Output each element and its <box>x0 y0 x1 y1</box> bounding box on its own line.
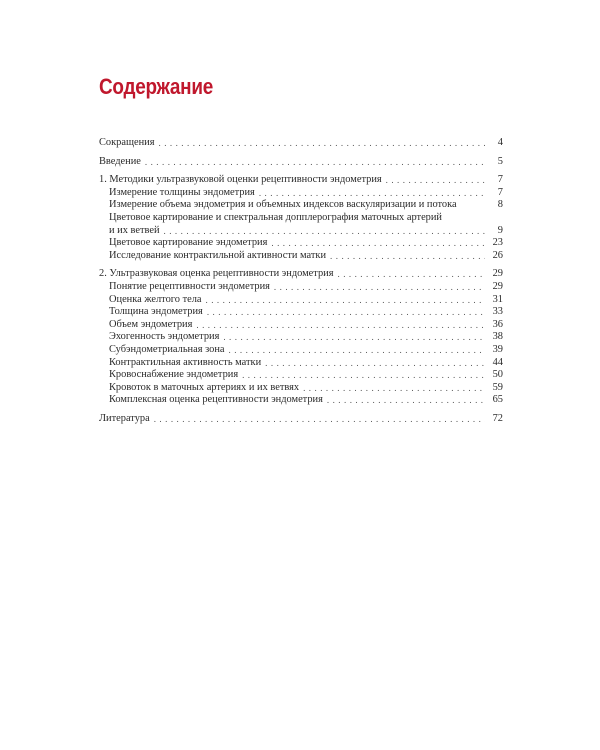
toc-entry-label: Измерение объема эндометрия и объемных индексов васкуляризации и потока <box>109 199 457 211</box>
dot-leader <box>259 187 485 200</box>
table-of-contents <box>99 137 503 425</box>
toc-entry-abbreviations[interactable] <box>99 137 503 150</box>
toc-entry-label: Эхогенность эндометрия <box>109 331 220 343</box>
toc-subentry[interactable] <box>99 382 503 395</box>
dot-leader <box>265 357 485 370</box>
toc-page-number: 33 <box>492 306 503 318</box>
dot-leader <box>223 331 485 344</box>
toc-subentry[interactable] <box>99 187 503 200</box>
dot-leader <box>206 294 485 307</box>
dot-leader <box>303 382 485 395</box>
toc-subentry[interactable] <box>99 357 503 370</box>
toc-entry-label: Кровоток в маточных артериях и их ветвях <box>109 381 300 393</box>
dot-leader <box>164 225 485 238</box>
toc-entry-label: и их ветвей <box>109 224 160 236</box>
toc-subentry-line1[interactable]: Цветовое картирование и спектральная допплерография маточных артерий <box>109 211 442 223</box>
dot-leader <box>196 319 485 332</box>
toc-page-number: 7 <box>497 186 503 198</box>
dot-leader <box>229 344 485 357</box>
toc-page-number: 44 <box>492 356 503 368</box>
toc-page-number: 7 <box>497 174 503 186</box>
toc-entry-label: Литература <box>99 412 150 424</box>
toc-subentry[interactable] <box>99 331 503 344</box>
toc-subentry[interactable] <box>99 319 503 332</box>
dot-leader <box>274 281 485 294</box>
toc-entry-label: Кровоснабжение эндометрия <box>109 369 239 381</box>
toc-page-number: 39 <box>492 343 503 355</box>
toc-entry-label: Цветовое картирование эндометрия <box>109 237 268 249</box>
dot-leader <box>338 268 486 281</box>
toc-entry-label: Понятие рецептивности эндометрия <box>109 280 270 292</box>
dot-leader <box>207 306 485 319</box>
toc-chapter-2[interactable] <box>99 268 503 281</box>
toc-subentry[interactable] <box>99 369 503 382</box>
toc-entry-label: Субэндометриальная зона <box>109 343 225 355</box>
dot-leader <box>159 137 486 150</box>
toc-chapter-1[interactable] <box>99 174 503 187</box>
toc-entry-label: Оценка желтого тела <box>109 293 202 305</box>
toc-page-number: 59 <box>492 381 503 393</box>
toc-entry-label: Толщина эндометрия <box>109 306 203 318</box>
dot-leader <box>154 413 485 426</box>
toc-page-number: 65 <box>492 394 503 406</box>
dot-leader <box>271 237 485 250</box>
toc-entry-label: Введение <box>99 155 141 167</box>
toc-entry-introduction[interactable] <box>99 156 503 169</box>
dot-leader <box>327 394 485 407</box>
toc-entry-label: Измерение толщины эндометрия <box>109 186 255 198</box>
toc-subentry[interactable] <box>99 199 503 212</box>
toc-subentry[interactable] <box>99 281 503 294</box>
toc-entry-label: Контрактильная активность матки <box>109 356 262 368</box>
toc-subentry[interactable] <box>99 225 503 238</box>
toc-page-number: 29 <box>492 280 503 292</box>
toc-page-number: 4 <box>497 137 503 148</box>
toc-subentry[interactable] <box>99 344 503 357</box>
toc-entry-label: Сокращения <box>99 137 155 148</box>
toc-page-number: 72 <box>492 412 503 424</box>
dot-leader <box>386 174 485 187</box>
dot-leader <box>145 156 485 169</box>
toc-entry-label: Комплексная оценка рецептивности эндометрия <box>109 394 323 406</box>
toc-page-number: 38 <box>492 331 503 343</box>
toc-subentry[interactable] <box>99 306 503 319</box>
toc-entry-label: 2. Ультразвуковая оценка рецептивности эндометрия <box>99 268 334 280</box>
toc-page-number: 23 <box>492 237 503 249</box>
toc-page-number: 26 <box>492 249 503 261</box>
toc-page-number: 29 <box>492 268 503 280</box>
dot-leader <box>242 369 485 382</box>
toc-page-number: 5 <box>497 155 503 167</box>
toc-subentry[interactable] <box>99 294 503 307</box>
toc-entry-label: Исследование контрактильной активности матки <box>109 249 327 261</box>
dot-leader <box>330 250 485 263</box>
toc-entry-label: 1. Методики ультразвуковой оценки рецептивности эндометрия <box>99 174 382 186</box>
toc-page-number: 31 <box>492 293 503 305</box>
toc-subentry[interactable] <box>99 394 503 407</box>
toc-subentry[interactable] <box>99 250 503 263</box>
toc-page-number: 9 <box>497 224 503 236</box>
toc-subentry[interactable] <box>99 237 503 250</box>
toc-page-number: 8 <box>497 199 503 211</box>
toc-page-number: 36 <box>492 318 503 330</box>
toc-entry-label: Объем эндометрия <box>109 318 193 330</box>
page-title: Содержание <box>99 74 213 99</box>
toc-page-number: 50 <box>492 369 503 381</box>
toc-entry-literature[interactable] <box>99 413 503 426</box>
